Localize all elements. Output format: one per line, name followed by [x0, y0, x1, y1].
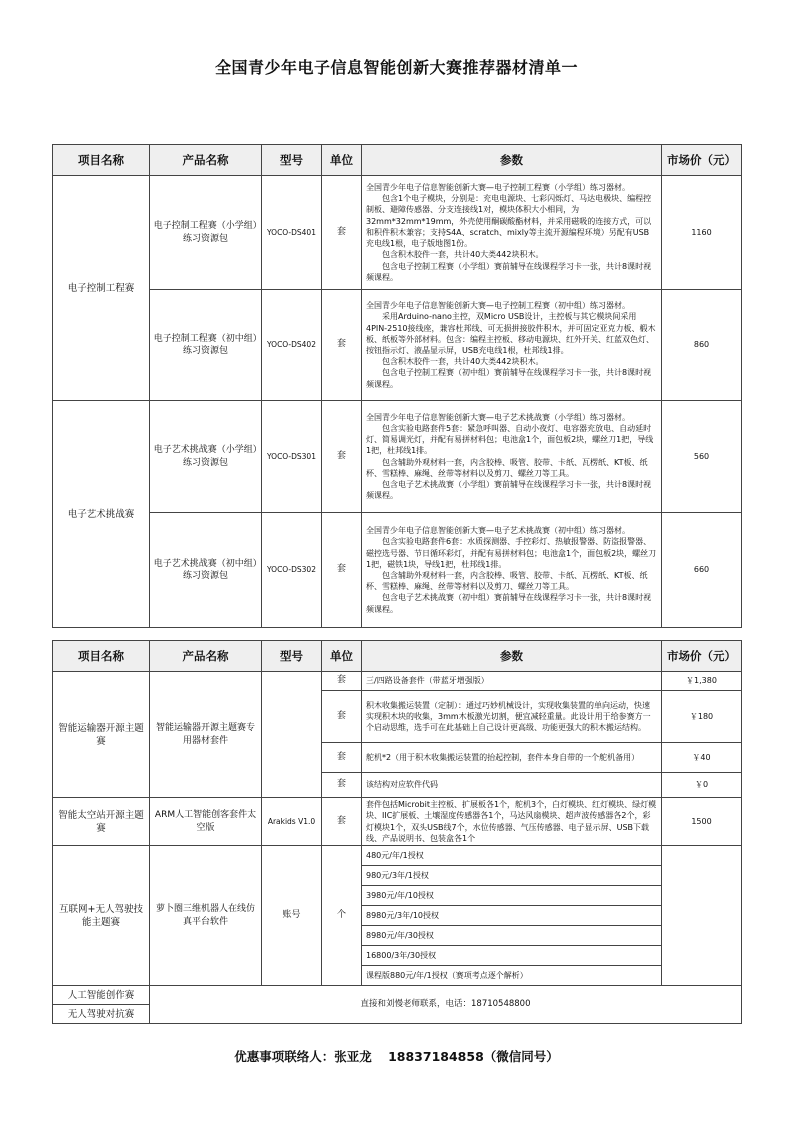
contact-footer: [0, 1047, 793, 1065]
param-line: 包含辅助外观材料一套，内含胶棒、吸管、胶带、卡纸、瓦楞纸、KT板、纸杯、雪糕棒、麻绳、丝带等材料以及剪刀、螺丝刀等工具。: [366, 457, 648, 478]
price-cell: 1160: [662, 176, 742, 290]
contact-phone: 18837184858（微信同号）: [388, 1049, 559, 1064]
document-title: 全国青少年电子信息智能创新大赛推荐器材清单一: [214, 58, 578, 77]
header-project: 项目名称: [53, 145, 150, 176]
param-line: 全国青少年电子信息智能创新大赛—电子艺术挑战赛（初中组）练习器材。: [366, 526, 630, 536]
params-cell: 舵机*2（用于积木收集搬运装置的抬起控制，套件本身自带的一个舵机备用）: [362, 743, 662, 773]
project-cell: 电子艺术挑战赛: [53, 401, 150, 628]
model-cell: Arakids V1.0: [262, 798, 322, 846]
price-cell: 660: [662, 513, 742, 628]
model-cell: YOCO-DS401: [262, 176, 322, 290]
model-cell: YOCO-DS301: [262, 401, 322, 513]
unit-cell: 个: [322, 846, 362, 986]
option-cell: 8980元/年/30授权: [362, 926, 662, 946]
model-cell: YOCO-DS402: [262, 290, 322, 401]
unit-cell: 套: [322, 743, 362, 773]
contact-note-cell: 直接和刘慢老师联系，电话：18710548800: [150, 986, 742, 1024]
table-row: [53, 986, 742, 1005]
project-cell: 人工智能创作赛: [53, 986, 150, 1005]
option-cell: 8980元/3年/10授权: [362, 906, 662, 926]
product-cell: 智能运输器开源主题赛专用器材套件: [150, 672, 262, 798]
param-line: 包含辅助外观材料一套，内含胶棒、吸管、胶带、卡纸、瓦楞纸、KT板、纸杯、雪糕棒、麻绳、丝带等材料以及剪刀、螺丝刀等工具。: [366, 571, 648, 592]
unit-cell: 套: [322, 672, 362, 691]
unit-cell: 套: [322, 176, 362, 290]
params-cell: [362, 176, 662, 290]
params-cell: [362, 513, 662, 628]
unit-cell: 套: [322, 290, 362, 401]
product-cell: 萝卜圈三维机器人在线仿真平台软件: [150, 846, 262, 986]
unit-cell: 套: [322, 401, 362, 513]
header-price: 市场价（元）: [662, 641, 742, 672]
price-cell: 860: [662, 290, 742, 401]
unit-cell: 套: [322, 798, 362, 846]
table-row: [53, 798, 742, 846]
option-cell: 16800/3年/30授权: [362, 946, 662, 966]
params-cell: 套件包括Microbit主控板、扩展板各1个，舵机3个，白灯模块、红灯模块、绿灯模块、IIC扩展板、土壤湿度传感器各1个，马达风扇模块、超声波传感器各2个，彩灯模块1个，双头USB线7个，水位传感器、气压传感器、电子显示屏、USB下载线、产品说明书、包装盒各1个: [362, 798, 662, 846]
header-model: 型号: [262, 145, 322, 176]
header-unit: 单位: [322, 641, 362, 672]
params-cell: 积木收集搬运装置（定制）：通过巧妙机械设计，实现收集装置的单向运动，快速实现积木块的收集，3mm木板激光切割，便宜减轻重量。此设计用于给参赛方一个启动思维，选手可在此基础上自己设计更高级、功能更强大的积木搬运结构。: [362, 691, 662, 743]
header-product: 产品名称: [150, 641, 262, 672]
header-unit: 单位: [322, 145, 362, 176]
param-line: 包含1个电子模块，分别是：充电电源块、七彩闪烁灯、马达电极块、编程控制板、避障传感器、分支连接线1对，模块体积大小相同，为32mm*32mm*19mm，外壳使用酮碳酸酯材料，并采用磁吸的连接方式，可以和积件积木兼容；支持S4A、scratch、mixly等主流开源编程环境）另配有USB充电线1根，电子版地图1份。: [366, 194, 652, 249]
price-cell: ￥1,380: [662, 672, 742, 691]
param-line: 包含实验电路套件6套：水质探测器、手控彩灯、热敏报警器、防盗报警器、磁控选号器、节日循环彩灯，并配有易拼材料包；电池盒1个，面包板2块，螺丝刀1把，磁铁1块，导线1把，杜邦线1排。: [366, 537, 657, 569]
unit-cell: 套: [322, 691, 362, 743]
equipment-table-2: [52, 640, 742, 1024]
param-line: 全国青少年电子信息智能创新大赛—电子控制工程赛（初中组）练习器材。: [366, 301, 630, 311]
unit-cell: 套: [322, 773, 362, 798]
table-row: [53, 290, 742, 401]
params-cell: [362, 290, 662, 401]
model-cell: 账号: [262, 846, 322, 986]
table-row: [53, 513, 742, 628]
price-cell: [662, 846, 742, 986]
price-cell: ￥180: [662, 691, 742, 743]
table-row: [53, 176, 742, 290]
unit-cell: 套: [322, 513, 362, 628]
model-cell: [262, 672, 322, 798]
header-price: 市场价（元）: [662, 145, 742, 176]
option-cell: 480元/年/1授权: [362, 846, 662, 866]
project-cell: 互联网+无人驾驶技能主题赛: [53, 846, 150, 986]
price-cell: 1500: [662, 798, 742, 846]
table-header-row: [53, 145, 742, 176]
params-cell: 三/四路设备套件（带蓝牙增强版）: [362, 672, 662, 691]
option-cell: 课程版880元/年/1授权（赛项考点逐个解析）: [362, 966, 662, 986]
param-line: 包含实验电路套件5套：紧急呼叫器、自动小夜灯、电容器充放电、自动延时灯、简易调光灯，并配有易拼材料包；电池盒1个，面包板2块，螺丝刀1把，导线1把，杜邦线1排。: [366, 423, 654, 456]
param-line: 包含积木胶件一套，共计40大类442块积木。: [382, 250, 544, 260]
param-line: 包含电子艺术挑战赛（初中组）赛前辅导在线课程学习卡一张，共计8课时视频课程。: [366, 593, 652, 614]
product-cell: 电子控制工程赛（小学组）练习资源包: [150, 176, 262, 290]
header-model: 型号: [262, 641, 322, 672]
header-project: 项目名称: [53, 641, 150, 672]
table-row: [53, 846, 742, 866]
param-line: 包含积木胶件一套，共计40大类442块积木。: [382, 357, 544, 367]
table-row: [53, 401, 742, 513]
params-cell: [362, 401, 662, 513]
price-cell: ￥40: [662, 743, 742, 773]
table-header-row: [53, 641, 742, 672]
params-cell: 该结构对应软件代码: [362, 773, 662, 798]
model-cell: YOCO-DS302: [262, 513, 322, 628]
contact-person: 优惠事项联络人：张亚龙: [234, 1049, 372, 1064]
param-line: 采用Arduino-nano主控，双Micro USB设计，主控板与其它模块间采用4PIN-2510接线座，兼容杜邦线、可无损拼接胶件积木，并可固定亚克力板、椴木板、纸板等外部材料。包含：编程主控板、移动电源块、红外开关、红蓝双色灯、按钮指示灯、液晶显示屏，USB充电线1根，杜邦线1排。: [366, 312, 656, 355]
project-cell: 智能太空站开源主题赛: [53, 798, 150, 846]
table-row: [53, 672, 742, 691]
param-line: 包含电子控制工程赛（小学组）赛前辅导在线课程学习卡一张，共计8课时视频课程。: [366, 261, 652, 282]
product-cell: 电子艺术挑战赛（初中组）练习资源包: [150, 513, 262, 628]
param-line: 包含电子控制工程赛（初中组）赛前辅导在线课程学习卡一张，共计8课时视频课程。: [366, 368, 652, 389]
header-params: 参数: [362, 145, 662, 176]
product-cell: 电子艺术挑战赛（小学组）练习资源包: [150, 401, 262, 513]
param-line: 全国青少年电子信息智能创新大赛—电子控制工程赛（小学组）练习器材。: [366, 183, 630, 193]
option-cell: 980元/3年/1授权: [362, 866, 662, 886]
header-params: 参数: [362, 641, 662, 672]
param-line: 全国青少年电子信息智能创新大赛—电子艺术挑战赛（小学组）练习器材。: [366, 412, 630, 422]
option-cell: 3980元/年/10授权: [362, 886, 662, 906]
project-cell: 电子控制工程赛: [53, 176, 150, 401]
equipment-table-1: [52, 144, 742, 628]
price-cell: 560: [662, 401, 742, 513]
product-cell: 电子控制工程赛（初中组）练习资源包: [150, 290, 262, 401]
price-cell: ￥0: [662, 773, 742, 798]
project-cell: 智能运输器开源主题赛: [53, 672, 150, 798]
header-product: 产品名称: [150, 145, 262, 176]
project-cell: 无人驾驶对抗赛: [53, 1005, 150, 1024]
param-line: 包含电子艺术挑战赛（小学组）赛前辅导在线课程学习卡一张，共计8课时视频课程。: [366, 479, 652, 501]
product-cell: ARM人工智能创客套件太空版: [150, 798, 262, 846]
